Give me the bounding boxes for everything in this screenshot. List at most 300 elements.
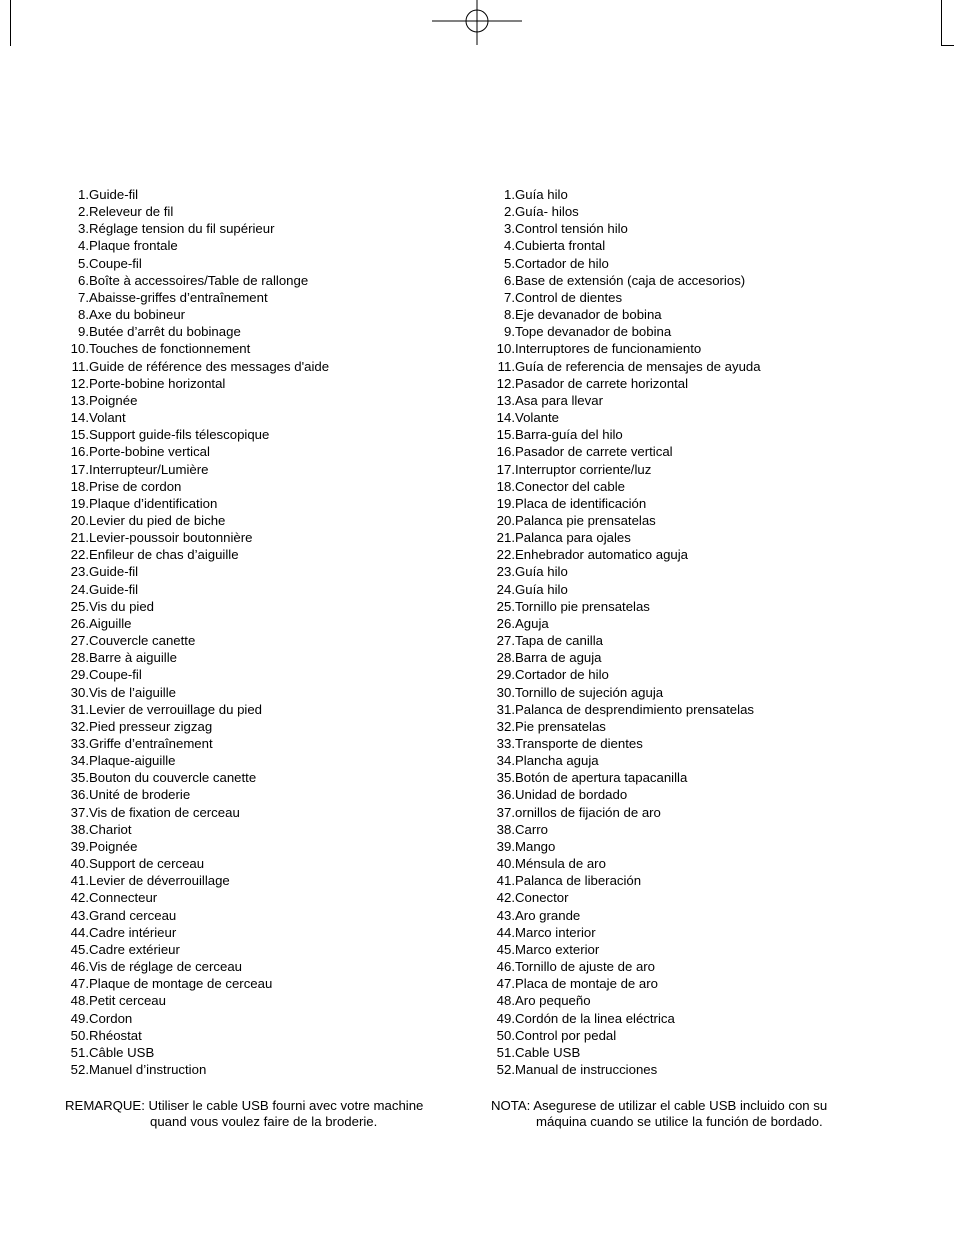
- item-label: Vis de réglage de cerceau: [89, 959, 242, 975]
- item-number: 14.: [496, 410, 515, 426]
- item-number: 47.: [496, 976, 515, 992]
- item-number: 35.: [496, 770, 515, 786]
- list-item: [484, 838, 761, 855]
- item-number: 12.: [496, 375, 515, 391]
- item-number: 11.: [497, 358, 515, 374]
- list-item: [58, 426, 329, 443]
- item-number: 43.: [496, 907, 515, 923]
- item-label: Guía- hilos: [515, 204, 579, 220]
- item-number: 42.: [496, 890, 515, 906]
- list-item: [484, 752, 761, 769]
- list-item: [484, 409, 761, 426]
- list-item: [484, 889, 761, 906]
- item-label: Control por pedal: [515, 1027, 617, 1043]
- item-label: Griffe d’entraînement: [89, 736, 213, 751]
- item-number: 7.: [78, 289, 89, 305]
- item-label: Aiguille: [89, 615, 132, 631]
- item-number: 32.: [70, 718, 89, 734]
- item-label: Chariot: [89, 821, 132, 837]
- list-item: [484, 220, 761, 237]
- item-label: Palanca de liberación: [515, 873, 642, 889]
- list-item: [58, 838, 329, 855]
- item-number: 19.: [70, 495, 89, 511]
- item-number: 23.: [496, 564, 515, 580]
- list-item: [58, 289, 329, 306]
- item-number: 10.: [70, 341, 89, 357]
- item-number: 3.: [78, 221, 89, 237]
- registration-mark-icon: [432, 0, 522, 48]
- list-item: [484, 323, 761, 340]
- item-number: 2.: [504, 204, 515, 220]
- list-item: [484, 632, 761, 649]
- list-item: [58, 684, 329, 701]
- list-item: [58, 323, 329, 340]
- item-label: Cadre intérieur: [89, 924, 177, 940]
- item-number: 38.: [496, 821, 515, 837]
- item-number: 39.: [496, 838, 515, 854]
- item-label: Transporte de dientes: [515, 736, 643, 751]
- item-label: Aro pequeño: [515, 993, 591, 1009]
- item-label: Control de dientes: [515, 289, 623, 305]
- item-number: 29.: [70, 667, 89, 683]
- item-label: Rhéostat: [89, 1027, 142, 1043]
- list-item: [484, 872, 761, 889]
- item-number: 49.: [496, 1010, 515, 1026]
- item-label: Pasador de carrete vertical: [515, 444, 673, 460]
- item-label: Poignée: [89, 392, 138, 408]
- item-label: Porte-bobine vertical: [89, 444, 210, 460]
- list-item: [484, 804, 761, 821]
- item-label: Cadre extérieur: [89, 941, 180, 957]
- item-number: 42.: [70, 890, 89, 906]
- item-number: 19.: [496, 495, 515, 511]
- list-item: [484, 1010, 761, 1027]
- list-item: [484, 649, 761, 666]
- list-item: [58, 237, 329, 254]
- item-number: 35.: [70, 770, 89, 786]
- item-label: Mango: [515, 838, 556, 854]
- item-number: 30.: [70, 684, 89, 700]
- list-item: [58, 666, 329, 683]
- item-number: 37.: [70, 804, 89, 820]
- french-note-line-1: REMARQUE: Utiliser le cable USB fourni avec votre machine: [65, 1098, 424, 1113]
- item-number: 48.: [70, 993, 89, 1009]
- item-number: 22.: [496, 547, 515, 563]
- item-number: 17.: [496, 461, 515, 477]
- item-label: Câble USB: [89, 1044, 155, 1060]
- item-number: 31.: [496, 701, 515, 717]
- item-number: 30.: [496, 684, 515, 700]
- item-label: Levier de verrouillage du pied: [89, 701, 263, 717]
- list-item: [484, 598, 761, 615]
- list-item: [58, 889, 329, 906]
- item-label: Support guide-fils télescopique: [89, 427, 270, 443]
- item-label: Touches de fonctionnement: [89, 341, 251, 357]
- item-label: Boîte à accessoires/Table de rallonge: [89, 272, 309, 288]
- list-item: [484, 1027, 761, 1044]
- item-number: 44.: [496, 924, 515, 940]
- item-number: 5.: [78, 255, 89, 271]
- item-label: Plaque d’identification: [89, 495, 218, 511]
- list-item: [58, 752, 329, 769]
- list-item: [58, 632, 329, 649]
- list-item: [58, 786, 329, 803]
- item-label: Conector del cable: [515, 478, 625, 494]
- item-label: Cortador de hilo: [515, 667, 609, 683]
- item-number: 16.: [70, 444, 89, 460]
- item-number: 45.: [496, 941, 515, 957]
- list-item: [58, 306, 329, 323]
- list-item: [58, 392, 329, 409]
- list-item: [484, 426, 761, 443]
- list-item: [484, 786, 761, 803]
- list-item: [484, 443, 761, 460]
- item-label: Base de extensión (caja de accesorios): [515, 272, 746, 288]
- item-label: Palanca para ojales: [515, 530, 631, 546]
- item-number: 3.: [504, 221, 515, 237]
- list-item: [484, 495, 761, 512]
- list-item: [484, 941, 761, 958]
- item-label: Botón de apertura tapacanilla: [515, 770, 688, 786]
- item-label: Plaque de montage de cerceau: [89, 976, 273, 992]
- list-item: [484, 375, 761, 392]
- item-number: 20.: [70, 512, 89, 528]
- item-number: 6.: [78, 272, 89, 288]
- item-label: Manual de instrucciones: [515, 1061, 658, 1077]
- french-parts-column: [58, 186, 329, 1078]
- spanish-parts-column: [484, 186, 761, 1078]
- item-label: Coupe-fil: [89, 255, 142, 271]
- list-item: [58, 718, 329, 735]
- list-item: [58, 735, 329, 752]
- list-item: [484, 255, 761, 272]
- list-item: [58, 529, 329, 546]
- item-label: Axe du bobineur: [89, 307, 186, 323]
- item-label: Guía de referencia de mensajes de ayuda: [515, 358, 761, 374]
- item-number: 24.: [496, 581, 515, 597]
- item-label: Guía hilo: [515, 581, 568, 597]
- item-number: 33.: [496, 736, 515, 751]
- list-item: [58, 992, 329, 1009]
- item-number: 21.: [70, 530, 89, 546]
- item-number: 41.: [496, 873, 515, 889]
- item-number: 40.: [70, 856, 89, 872]
- item-label: Barre à aiguille: [89, 650, 177, 666]
- item-label: Connecteur: [89, 890, 158, 906]
- item-label: Releveur de fil: [89, 204, 174, 220]
- list-item: [58, 272, 329, 289]
- item-label: Interrupteur/Lumière: [89, 461, 209, 477]
- item-number: 20.: [496, 512, 515, 528]
- item-number: 34.: [496, 753, 515, 769]
- item-label: ornillos de fijación de aro: [515, 804, 661, 820]
- list-item: [484, 512, 761, 529]
- item-number: 16.: [496, 444, 515, 460]
- item-number: 36.: [70, 787, 89, 803]
- list-item: [484, 272, 761, 289]
- item-label: Levier de déverrouillage: [89, 873, 230, 889]
- list-item: [484, 684, 761, 701]
- list-item: [484, 1044, 761, 1061]
- item-number: 47.: [70, 976, 89, 992]
- list-item: [58, 769, 329, 786]
- item-label: Couvercle canette: [89, 633, 196, 649]
- crop-mark-right-tick: [941, 45, 954, 46]
- item-label: Placa de identificación: [515, 495, 647, 511]
- list-item: [58, 358, 329, 375]
- item-label: Plancha aguja: [515, 753, 599, 769]
- list-item: [58, 821, 329, 838]
- list-item: [484, 855, 761, 872]
- item-label: Conector: [515, 890, 569, 906]
- crop-mark-left: [10, 0, 11, 46]
- list-item: [58, 478, 329, 495]
- item-number: 33.: [70, 736, 89, 751]
- item-label: Volante: [515, 410, 559, 426]
- item-number: 23.: [70, 564, 89, 580]
- item-number: 5.: [504, 255, 515, 271]
- item-number: 52.: [496, 1061, 515, 1077]
- item-number: 13.: [70, 392, 89, 408]
- item-number: 38.: [70, 821, 89, 837]
- item-label: Pasador de carrete horizontal: [515, 375, 689, 391]
- list-item: [484, 958, 761, 975]
- item-label: Levier du pied de biche: [89, 512, 226, 528]
- list-item: [484, 975, 761, 992]
- list-item: [484, 289, 761, 306]
- list-item: [484, 581, 761, 598]
- item-number: 40.: [496, 856, 515, 872]
- item-label: Guía hilo: [515, 564, 568, 580]
- list-item: [58, 220, 329, 237]
- item-number: 36.: [496, 787, 515, 803]
- list-item: [58, 649, 329, 666]
- list-item: [484, 718, 761, 735]
- spanish-note-line-1: NOTA: Asegurese de utilizar el cable USB incluido con su: [491, 1098, 828, 1113]
- item-label: Cortador de hilo: [515, 255, 609, 271]
- spanish-note-line-2: máquina cuando se utilice la función de bordado.: [536, 1113, 823, 1129]
- item-label: Guía hilo: [515, 187, 568, 202]
- list-item: [58, 872, 329, 889]
- item-label: Bouton du couvercle canette: [89, 770, 257, 786]
- item-label: Placa de montaje de aro: [515, 976, 658, 992]
- item-label: Unidad de bordado: [515, 787, 628, 803]
- item-number: 12.: [70, 375, 89, 391]
- item-label: Volant: [89, 410, 126, 426]
- item-number: 32.: [496, 718, 515, 734]
- item-label: Palanca de desprendimiento prensatelas: [515, 701, 754, 717]
- item-number: 1.: [504, 187, 515, 202]
- item-number: 48.: [496, 993, 515, 1009]
- item-label: Poignée: [89, 838, 138, 854]
- item-number: 52.: [70, 1061, 89, 1077]
- list-item: [58, 581, 329, 598]
- item-number: 18.: [496, 478, 515, 494]
- item-label: Pie prensatelas: [515, 718, 606, 734]
- list-item: [58, 598, 329, 615]
- item-number: 10.: [496, 341, 515, 357]
- item-label: Aguja: [515, 615, 549, 631]
- list-item: [58, 512, 329, 529]
- item-number: 46.: [70, 959, 89, 975]
- item-number: 2.: [78, 204, 89, 220]
- item-label: Pied presseur zigzag: [89, 718, 213, 734]
- item-number: 39.: [70, 838, 89, 854]
- item-label: Grand cerceau: [89, 907, 177, 923]
- item-label: Ménsula de aro: [515, 856, 606, 872]
- list-item: [58, 461, 329, 478]
- item-label: Cubierta frontal: [515, 238, 606, 254]
- spanish-parts-list: [484, 186, 761, 1078]
- item-label: Eje devanador de bobina: [515, 307, 662, 323]
- list-item: [58, 203, 329, 220]
- item-label: Asa para llevar: [515, 392, 603, 408]
- item-label: Guide-fil: [89, 581, 139, 597]
- item-number: 28.: [70, 650, 89, 666]
- item-number: 46.: [496, 959, 515, 975]
- list-item: [484, 615, 761, 632]
- item-label: Tornillo de sujeción aguja: [515, 684, 664, 700]
- item-label: Vis de fixation de cerceau: [89, 804, 240, 820]
- item-label: Support de cerceau: [89, 856, 205, 872]
- item-number: 27.: [496, 633, 515, 649]
- item-number: 7.: [504, 289, 515, 305]
- item-number: 21.: [496, 530, 515, 546]
- list-item: [58, 907, 329, 924]
- list-item: [58, 255, 329, 272]
- list-item: [58, 1044, 329, 1061]
- list-item: [484, 666, 761, 683]
- list-item: [58, 975, 329, 992]
- list-item: [484, 461, 761, 478]
- french-parts-list: [58, 186, 329, 1078]
- list-item: [484, 237, 761, 254]
- item-label: Tapa de canilla: [515, 633, 603, 649]
- item-number: 31.: [70, 701, 89, 717]
- item-label: Réglage tension du fil supérieur: [89, 221, 275, 237]
- item-number: 51.: [70, 1044, 89, 1060]
- item-label: Guide-fil: [89, 187, 139, 202]
- item-label: Coupe-fil: [89, 667, 142, 683]
- list-item: [484, 563, 761, 580]
- list-item: [484, 907, 761, 924]
- list-item: [484, 186, 761, 203]
- item-number: 26.: [70, 615, 89, 631]
- spanish-note: [491, 1098, 827, 1129]
- item-number: 18.: [70, 478, 89, 494]
- list-item: [484, 924, 761, 941]
- item-number: 1.: [78, 187, 89, 202]
- list-item: [58, 443, 329, 460]
- item-number: 25.: [496, 598, 515, 614]
- list-item: [58, 563, 329, 580]
- item-number: 4.: [504, 238, 515, 254]
- item-label: Tope devanador de bobina: [515, 324, 672, 340]
- item-number: 50.: [70, 1027, 89, 1043]
- item-number: 29.: [496, 667, 515, 683]
- item-label: Guide-fil: [89, 564, 139, 580]
- item-number: 41.: [70, 873, 89, 889]
- item-label: Marco exterior: [515, 941, 600, 957]
- list-item: [58, 958, 329, 975]
- item-number: 14.: [70, 410, 89, 426]
- list-item: [484, 546, 761, 563]
- crop-mark-right: [941, 0, 942, 46]
- list-item: [484, 821, 761, 838]
- list-item: [58, 804, 329, 821]
- item-label: Carro: [515, 821, 548, 837]
- item-number: 51.: [496, 1044, 515, 1060]
- item-number: 27.: [70, 633, 89, 649]
- item-number: 17.: [70, 461, 89, 477]
- list-item: [484, 701, 761, 718]
- item-label: Enfileur de chas d’aiguille: [89, 547, 239, 563]
- french-note-line-2: quand vous voulez faire de la broderie.: [150, 1113, 378, 1129]
- item-label: Cordon: [89, 1010, 133, 1026]
- list-item: [484, 203, 761, 220]
- list-item: [58, 340, 329, 357]
- item-label: Vis du pied: [89, 598, 155, 614]
- list-item: [58, 495, 329, 512]
- list-item: [484, 358, 761, 375]
- item-label: Unité de broderie: [89, 787, 191, 803]
- item-number: 9.: [78, 324, 89, 340]
- list-item: [484, 1061, 761, 1078]
- item-label: Abaisse-griffes d’entraînement: [89, 289, 268, 305]
- item-number: 11.: [71, 358, 89, 374]
- item-number: 43.: [70, 907, 89, 923]
- item-label: Tornillo pie prensatelas: [515, 598, 650, 614]
- list-item: [58, 186, 329, 203]
- list-item: [484, 735, 761, 752]
- french-note: [65, 1098, 423, 1129]
- item-number: 8.: [78, 307, 89, 323]
- item-label: Plaque-aiguille: [89, 753, 176, 769]
- list-item: [484, 306, 761, 323]
- item-label: Barra de aguja: [515, 650, 602, 666]
- list-item: [484, 769, 761, 786]
- item-number: 13.: [496, 392, 515, 408]
- item-number: 9.: [504, 324, 515, 340]
- item-label: Interruptores de funcionamiento: [515, 341, 702, 357]
- item-number: 50.: [496, 1027, 515, 1043]
- list-item: [58, 375, 329, 392]
- item-label: Barra-guía del hilo: [515, 427, 623, 443]
- list-item: [58, 546, 329, 563]
- item-number: 15.: [70, 427, 89, 443]
- item-number: 37.: [496, 804, 515, 820]
- item-label: Marco interior: [515, 924, 596, 940]
- list-item: [58, 1027, 329, 1044]
- item-label: Porte-bobine horizontal: [89, 375, 226, 391]
- item-label: Vis de l’aiguille: [89, 684, 176, 700]
- item-label: Manuel d’instruction: [89, 1061, 207, 1077]
- item-number: 22.: [70, 547, 89, 563]
- item-number: 34.: [70, 753, 89, 769]
- item-number: 15.: [496, 427, 515, 443]
- list-item: [58, 615, 329, 632]
- item-label: Levier-poussoir boutonnière: [89, 530, 253, 546]
- item-label: Guide de référence des messages d'aide: [89, 358, 330, 374]
- list-item: [58, 924, 329, 941]
- item-number: 4.: [78, 238, 89, 254]
- list-item: [58, 701, 329, 718]
- item-number: 26.: [496, 615, 515, 631]
- item-number: 25.: [70, 598, 89, 614]
- list-item: [484, 340, 761, 357]
- item-label: Palanca pie prensatelas: [515, 512, 656, 528]
- item-number: 49.: [70, 1010, 89, 1026]
